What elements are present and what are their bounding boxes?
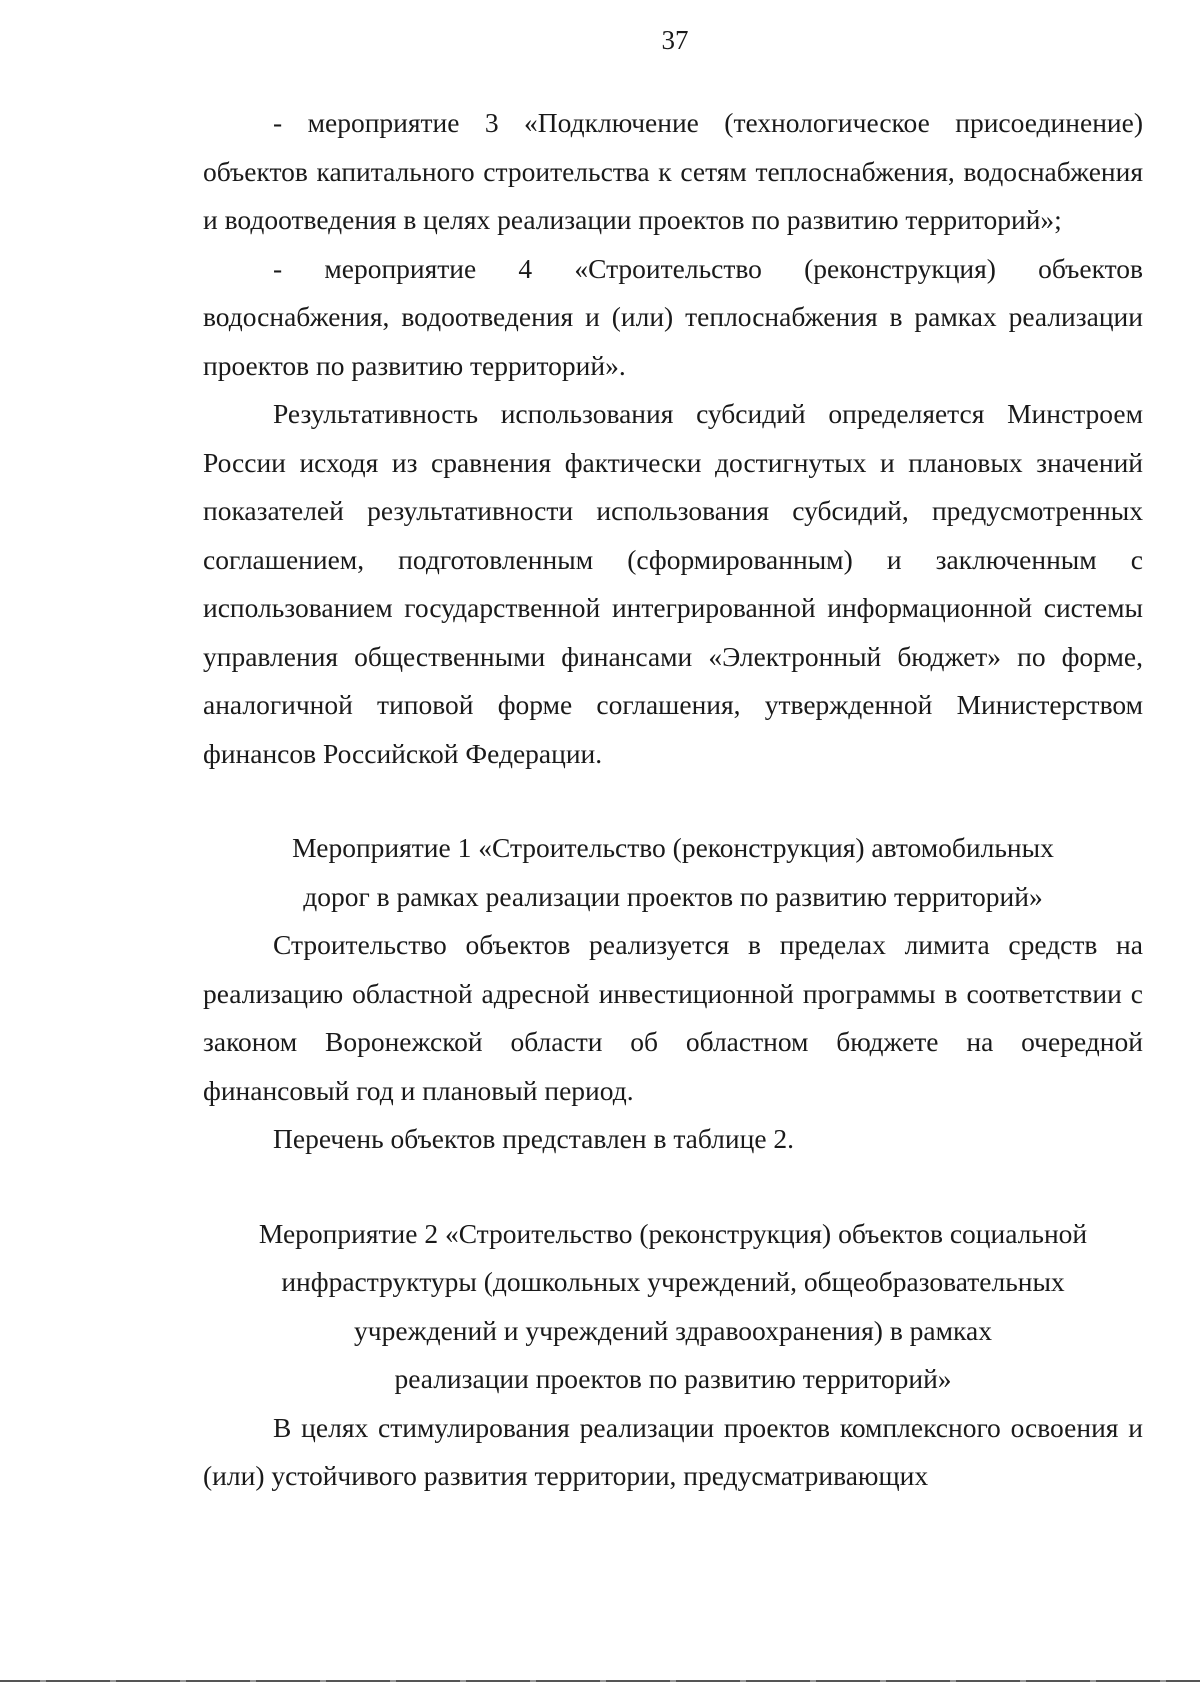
paragraph-objects-list: Перечень объектов представлен в таблице 2. [273, 1123, 795, 1154]
heading-activity-1-line-1: Мероприятие 1 «Строительство (реконструкция) автомобильных [292, 832, 1054, 863]
bottom-scan-edge [0, 1680, 1200, 1682]
heading-activity-2-line-2: инфраструктуры (дошкольных учреждений, общеобразовательных [281, 1266, 1065, 1297]
heading-activity-1 [203, 824, 1143, 921]
paragraph-stimulation: В целях стимулирования реализации проектов комплексного освоения и (или) устойчивого развития территории, предусматривающих [203, 1411, 1143, 1491]
paragraph-construction-limit: Строительство объектов реализуется в пределах лимита средств на реализацию областной адресной инвестиционной программы в соответствии с законом Воронежской области об областном бюджете на очередной финансовый год и плановый период. [203, 929, 1143, 1106]
paragraph-activity-4: - мероприятие 4 «Строительство (реконструкция) объектов водоснабжения, водоотведения и (или) теплоснабжения в рамках реализации проектов по развитию территорий». [203, 252, 1143, 381]
heading-activity-2-line-3: учреждений и учреждений здравоохранения) в рамках [354, 1314, 992, 1346]
heading-activity-2 [203, 1210, 1143, 1404]
document-body [203, 99, 1143, 1501]
heading-activity-2-line-1: Мероприятие 2 «Строительство (реконструкция) объектов социальной [258, 1217, 1088, 1249]
heading-activity-2-line-4: реализации проектов по развитию территорий» [394, 1363, 952, 1394]
section-gap [203, 1164, 1143, 1210]
paragraph-effectiveness: Результативность использования субсидий определяется Минстроем России исходя из сравнения фактически достигнутых и плановых значений показателей результативности использования субсидий, предусмотренных соглашением, подготовленным (сформированным) и заключенным с использованием государственной интегрированной информационной системы управления общественными финансами «Электронный бюджет» по форме, аналогичной типовой форме соглашения, утвержденной Министерством финансов Российской Федерации. [203, 398, 1143, 769]
section-gap [203, 778, 1143, 824]
paragraph-activity-3: - мероприятие 3 «Подключение (технологическое присоединение) объектов капитального строительства к сетям теплоснабжения, водоснабжения и водоотведения в целях реализации проектов по развитию территорий»; [203, 107, 1143, 235]
page-number: 37 [661, 25, 689, 55]
heading-activity-1-line-2: дорог в рамках реализации проектов по развитию территорий» [303, 880, 1043, 912]
